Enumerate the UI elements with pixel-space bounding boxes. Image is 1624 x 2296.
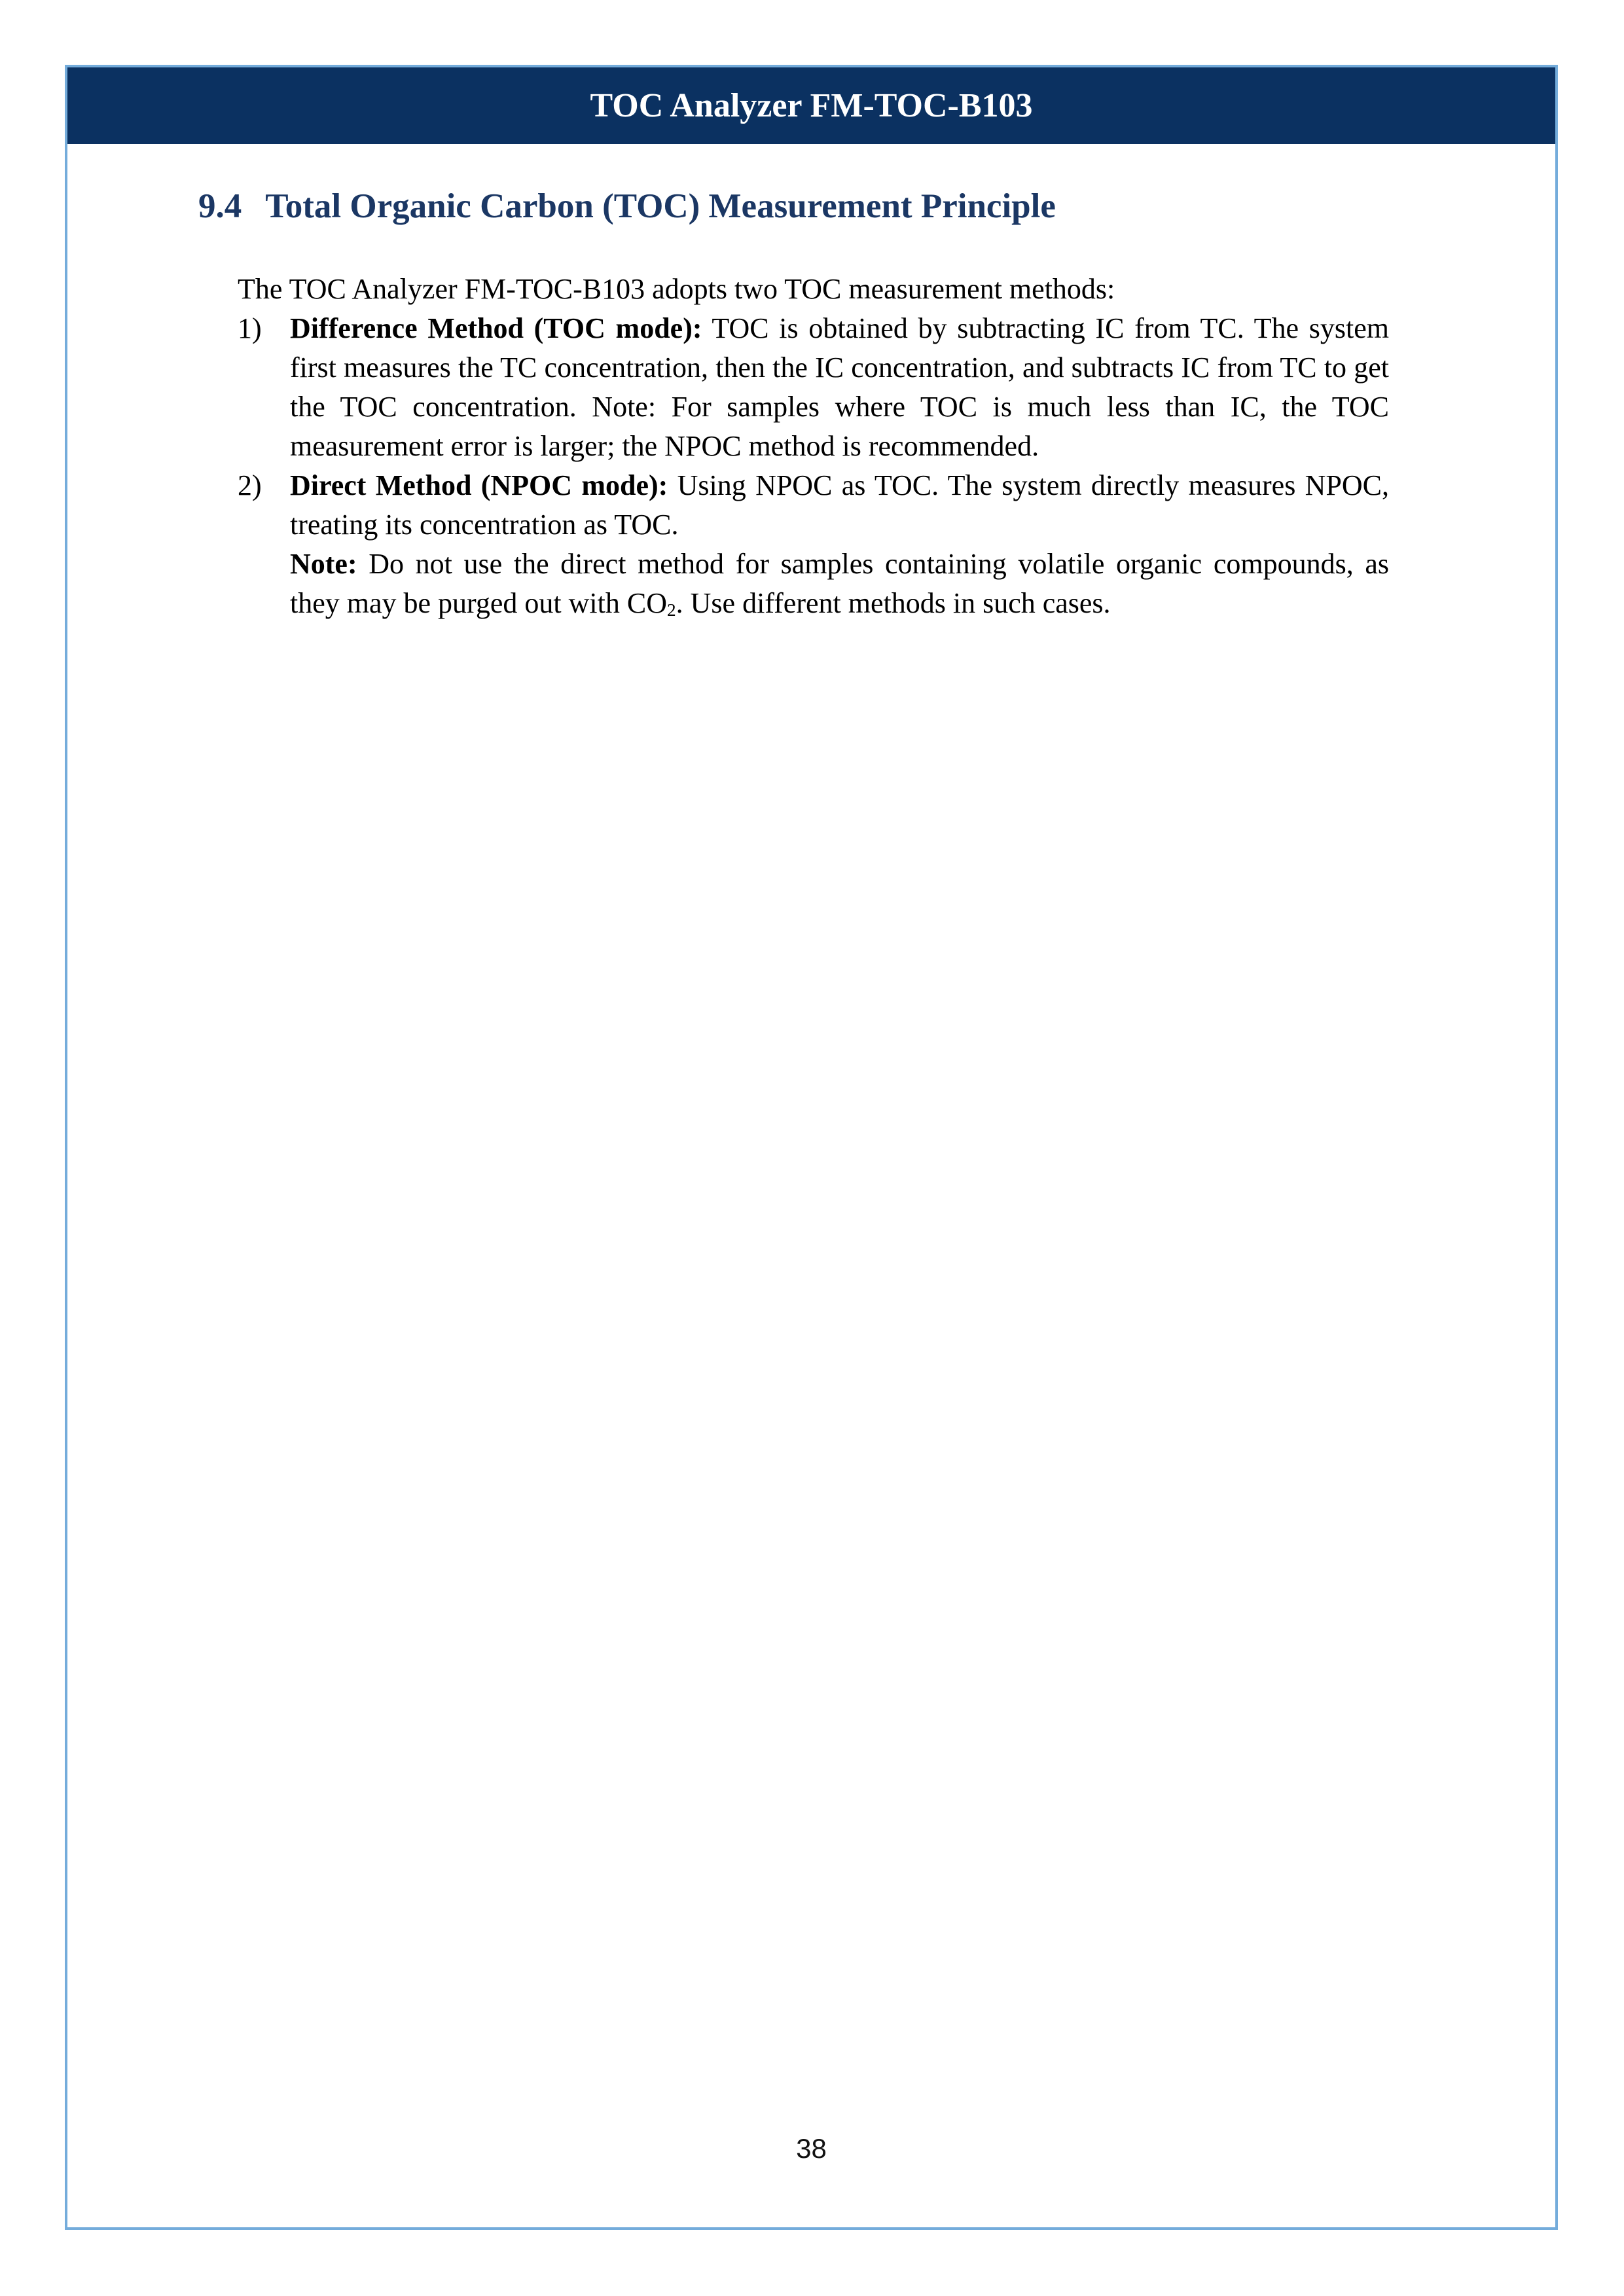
page-header-bar <box>67 67 1555 144</box>
section-title: Total Organic Carbon (TOC) Measurement Principle <box>265 187 1056 225</box>
method-paragraph <box>290 466 1389 545</box>
method-text: TOC is obtained by subtracting IC from TC. The system first measures the TC concentration, then the IC concentration, and subtracts IC from TC to get the TOC concentration. Note: For samples where TOC is much less than IC, the TOC measurement error is larger; the NPOC method is recommended. <box>290 312 1389 462</box>
method-text: Using NPOC as TOC. The system directly measures NPOC, treating its concentration as TOC. <box>290 469 1390 541</box>
section-heading <box>198 186 1555 228</box>
method-label: Difference Method (TOC mode): <box>290 312 702 344</box>
methods-list <box>238 309 1389 623</box>
method-content <box>290 309 1389 466</box>
note-text-after: . Use different methods in such cases. <box>676 586 1111 619</box>
list-number: 2) <box>238 469 262 501</box>
method-paragraph <box>290 309 1389 466</box>
page-border-frame <box>65 65 1558 2230</box>
body-content <box>238 270 1389 623</box>
co2-subscript: 2 <box>667 600 676 620</box>
intro-paragraph: The TOC Analyzer FM-TOC-B103 adopts two TOC measurement methods: <box>238 272 1115 305</box>
method-label: Direct Method (NPOC mode): <box>290 469 668 501</box>
note-text-before: Do not use the direct method for samples containing volatile organic compounds, as they may be purged out with CO <box>290 547 1389 619</box>
section-number: 9.4 <box>198 187 242 225</box>
method-content <box>290 466 1389 623</box>
document-title: TOC Analyzer FM-TOC-B103 <box>590 87 1033 124</box>
note-label: Note: <box>290 547 357 580</box>
page-number: 38 <box>796 2133 827 2164</box>
method-item-difference <box>238 309 1389 466</box>
list-number: 1) <box>238 312 262 344</box>
note-paragraph <box>290 545 1389 623</box>
method-item-direct <box>238 466 1389 623</box>
